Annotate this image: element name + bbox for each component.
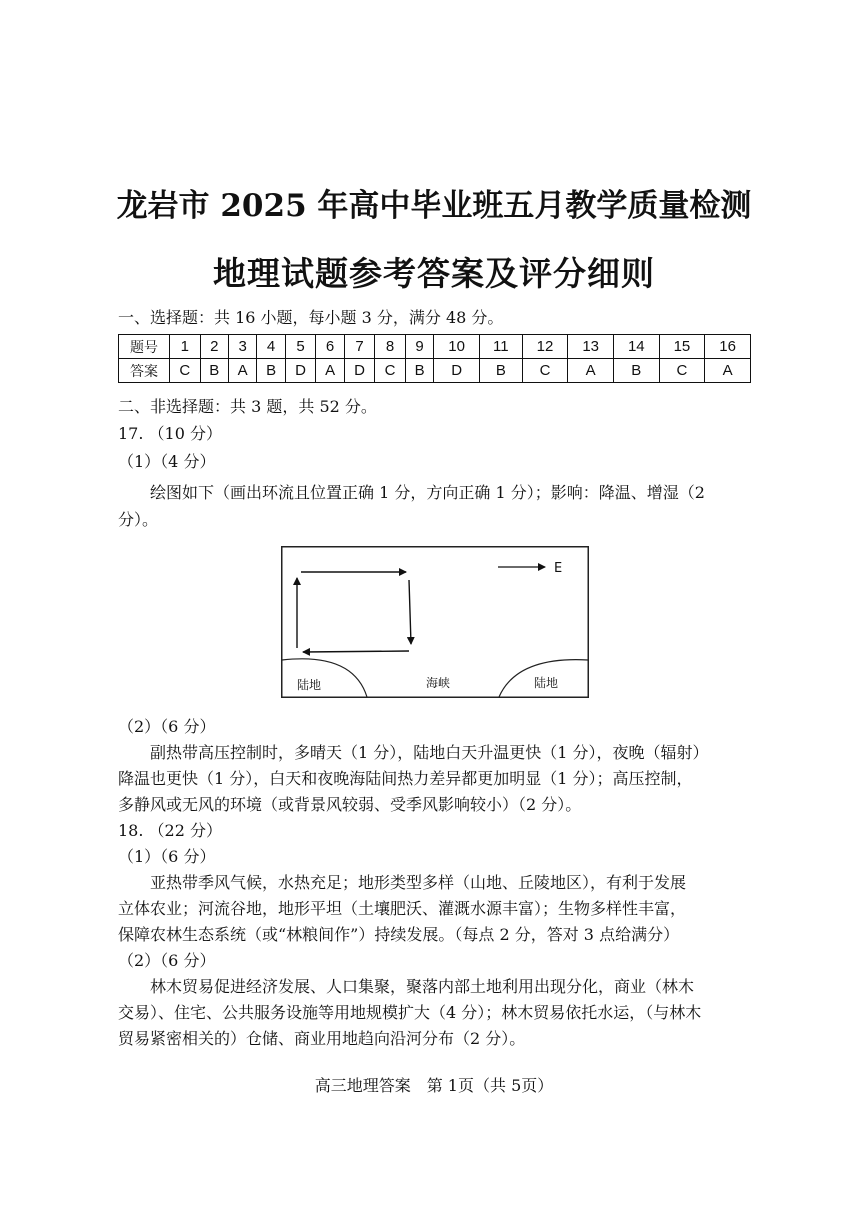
table-cell-number: 10 (434, 335, 480, 359)
table-cell-answer: B (405, 359, 433, 383)
q17-part2-text-line1: 副热带高压控制时，多晴天（1 分），陆地白天升温更快（1 分），夜晚（辐射） (150, 743, 709, 762)
q18-part2-label: （2）（6 分） (118, 951, 216, 970)
q18-part1-text-line1: 亚热带季风气候，水热充足；地形类型多样（山地、丘陵地区），有利于发展 (150, 873, 687, 892)
q17-part2-text-line3: 多静风或无风的环境（或背景风较弱、受季风影响较小）（2 分）。 (118, 795, 582, 814)
q18-part2-text-line2: 交易）、住宅、公共服务设施等用地规模扩大（4 分）；林木贸易依托水运，（与林木 (118, 1003, 702, 1022)
table-cell-number: 13 (568, 335, 614, 359)
surface-flow-arrow (303, 651, 409, 652)
table-cell-number: 9 (405, 335, 433, 359)
table-cell-answer: B (613, 359, 659, 383)
table-cell-number: 4 (257, 335, 285, 359)
q17-part1-text-line2: 分）。 (118, 510, 159, 529)
section1-heading: 一、选择题：共 16 小题，每小题 3 分，满分 48 分。 (118, 308, 504, 327)
page-footer: 高三地理答案 第 1页（共 5页） (314, 1076, 554, 1095)
table-cell-answer: B (479, 359, 522, 383)
table-cell-answer: A (228, 359, 256, 383)
table-cell-answer: A (568, 359, 614, 383)
circulation-diagram-svg (281, 546, 589, 698)
table-cell-number: 2 (200, 335, 228, 359)
q18-part2-text-line3: 贸易紧密相关的）仓储、商业用地趋向沿河分布（2 分）。 (118, 1029, 526, 1048)
table-cell-answer: B (257, 359, 285, 383)
table-cell-number: 12 (522, 335, 568, 359)
question-number-row (119, 335, 751, 359)
table-cell-answer: D (285, 359, 316, 383)
table-cell-number: 8 (375, 335, 406, 359)
strait-label: 海峡 (426, 676, 451, 690)
section2-heading: 二、非选择题：共 3 题，共 52 分。 (118, 397, 377, 416)
east-label: E (554, 561, 563, 576)
table-cell-answer: D (434, 359, 480, 383)
q17-part1-text-line1: 绘图如下（画出环流且位置正确 1 分，方向正确 1 分）；影响：降温、增湿（2 (150, 483, 705, 502)
table-cell-answer: C (659, 359, 705, 383)
q18-label: 18. （22 分） (118, 821, 222, 840)
table-cell-answer: C (522, 359, 568, 383)
table-cell-number: 3 (228, 335, 256, 359)
row-label-number: 题号 (119, 335, 170, 359)
q18-part2-text-line1: 林木贸易促进经济发展、人口集聚，聚落内部土地利用出现分化，商业（林木 (150, 977, 695, 996)
circulation-diagram (281, 546, 589, 698)
table-cell-answer: A (316, 359, 344, 383)
right-land-label: 陆地 (534, 676, 559, 690)
diagram-frame (282, 547, 589, 698)
q17-label: 17. （10 分） (118, 424, 222, 443)
answer-row (119, 359, 751, 383)
left-land-label: 陆地 (297, 678, 322, 692)
table-cell-number: 15 (659, 335, 705, 359)
table-cell-answer: B (200, 359, 228, 383)
table-cell-number: 7 (344, 335, 375, 359)
answer-table (118, 334, 751, 383)
table-cell-answer: C (375, 359, 406, 383)
table-cell-number: 16 (705, 335, 751, 359)
q17-part1-label: （1）（4 分） (118, 452, 216, 471)
row-label-answer: 答案 (119, 359, 170, 383)
table-cell-answer: D (344, 359, 375, 383)
q17-part2-label: （2）（6 分） (118, 717, 216, 736)
q17-part2-text-line2: 降温也更快（1 分），白天和夜晚海陆间热力差异都更加明显（1 分）；高压控制， (118, 769, 693, 788)
table-cell-answer: C (170, 359, 201, 383)
q18-part1-label: （1）（6 分） (118, 847, 216, 866)
table-cell-number: 14 (613, 335, 659, 359)
q18-part1-text-line2: 立体农业；河流谷地，地形平坦（土壤肥沃、灌溉水源丰富）；生物多样性丰富， (118, 899, 687, 918)
table-cell-number: 11 (479, 335, 522, 359)
document-title: 龙岩市 2025 年高中毕业班五月教学质量检测 (116, 188, 752, 224)
table-cell-number: 1 (170, 335, 201, 359)
q18-part1-text-line3: 保障农林生态系统（或“林粮间作”）持续发展。（每点 2 分，答对 3 点给满分） (118, 925, 680, 944)
table-cell-number: 5 (285, 335, 316, 359)
table-cell-number: 6 (316, 335, 344, 359)
document-subtitle: 地理试题参考答案及评分细则 (213, 254, 655, 293)
table-cell-answer: A (705, 359, 751, 383)
